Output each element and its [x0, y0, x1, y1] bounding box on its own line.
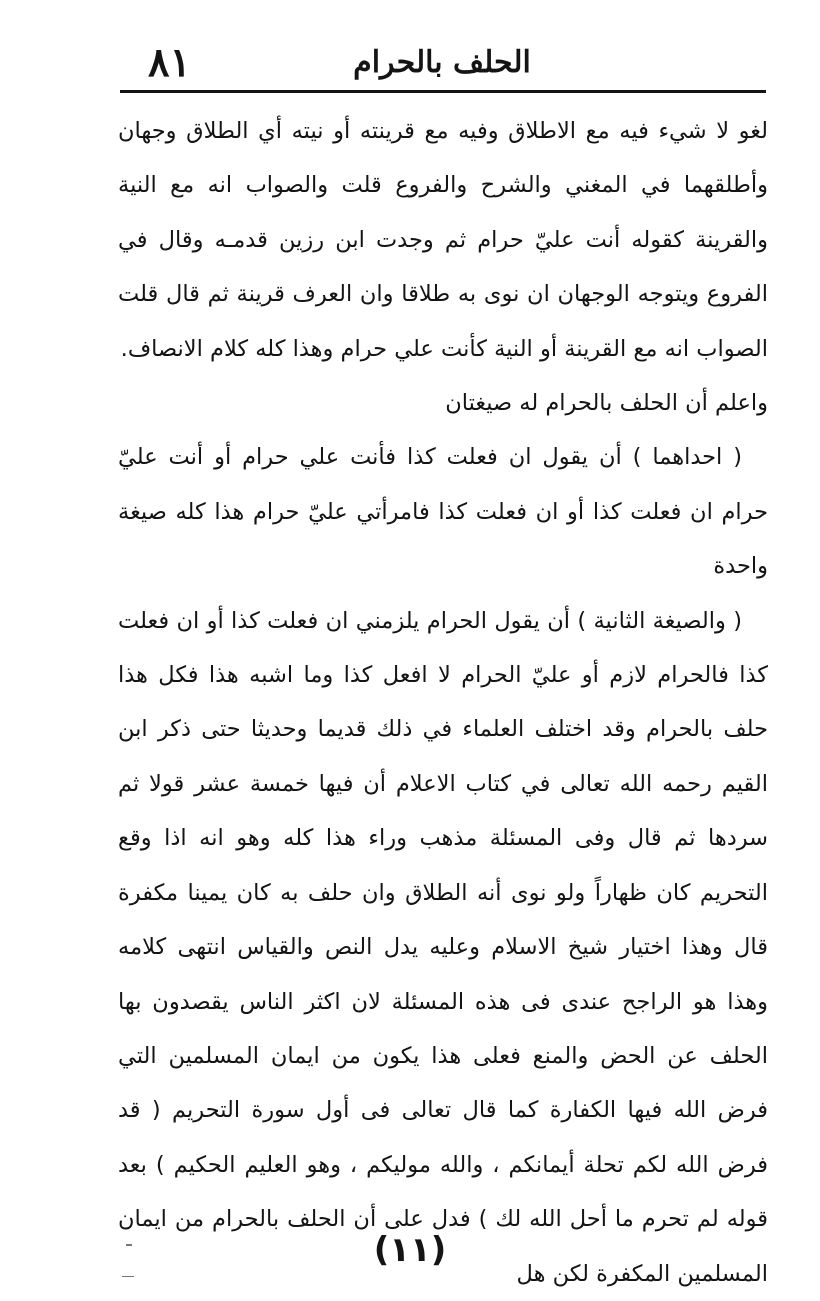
scan-fleck — [126, 1244, 132, 1246]
signature-mark: (١١) — [373, 1230, 447, 1270]
page-number: ٨١ — [148, 39, 191, 86]
paragraph-3: ( احداهما ) أن يقول ان فعلت كذا فأنت علي حرام أو أنت عليّ حرام ان فعلت كذا أو ان فعلت كذا فامرأتي عليّ حرام هذا كله صيغة واحدة — [118, 444, 768, 580]
chapter-title: الحلف بالحرام — [353, 45, 531, 80]
paragraph-4: ( والصيغة الثانية ) أن يقول الحرام يلزمني ان فعلت كذا أو ان فعلت كذا فالحرام لازم أو عليّ الحرام لا افعل كذا وما اشبه هذا فكل هذا حلف بالحرام وقد اختلف العلماء في ذلك قديما وحديثا حتى ذكر ابن القيم رحمه الله تعالى في كتاب الاعلام أن فيها خمسة عشر قولا ثم سردها ثم قال وفى المسئلة مذهب وراء هذا كله وهو انه اذا وقع التحريم كان ظهاراً ولو نوى أنه الطلاق وان حلف به كان يمينا مكفرة قال وهذا اختيار شيخ الاسلام وعليه يدل النص والقياس انتهى كلامه وهذا هو الراجح عندى فى هذه المسئلة لان اكثر الناس يقصدون بها الحلف عن الحض والمنع فعلى هذا يكون من ايمان المسلمين التي فرض الله فيها الكفارة كما قال تعالى فى أول سورة التحريم ( قد فرض الله لكم تحلة أيمانكم ، والله موليكم ، وهو العليم الحكيم ) بعد قوله لم تحرم ما أحل الله لك ) فدل على أن الحلف بالحرام من ايمان المسلمين المكفرة لكن هل — [118, 607, 768, 1287]
running-head — [118, 36, 766, 90]
header-rule — [120, 90, 766, 93]
paragraph-2: واعلم أن الحلف بالحرام له صيغتان — [445, 390, 768, 417]
paragraph-1: لغو لا شيء فيه مع الاطلاق وفيه مع قرينته أو نيته أي الطلاق وجهان وأطلقهما في المغني والشرح والفروع قلت والصواب انه مع النية والقرينة كقوله أنت عليّ حرام ثم وجدت ابن رزين قدمـه وقال في الفروع ويتوجه الوجهان ان نوى به طلاقا وان العرف قرينة ثم قال قلت الصواب انه مع القرينة أو النية كأنت علي حرام وهذا كله كلام الانصاف. — [118, 118, 768, 362]
scan-fleck — [122, 1276, 134, 1277]
body-text — [118, 104, 768, 1301]
